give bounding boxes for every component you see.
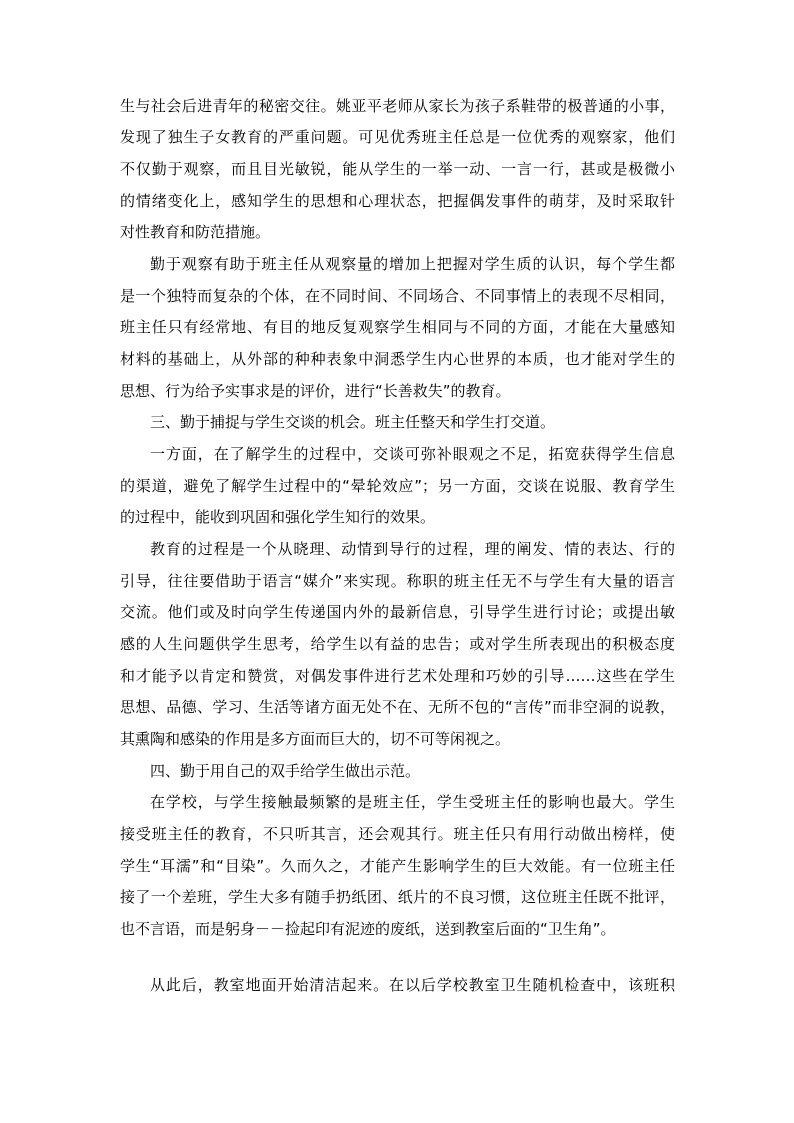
body-text-line: 从此后，教室地面开始清洁起来。在以后学校教室卫生随机检查中，该班积 [150,976,675,994]
body-text-line: 感的人生问题供学生思考，给学生以有益的忠告；或对学生所表现出的积极态度 [120,635,675,653]
body-text-line: 班主任只有经常地、有目的地反复观察学生相同与不同的方面，才能在大量感知 [120,318,675,336]
body-text-line: 接了一个差班，学生大多有随手扔纸团、纸片的不良习惯，这位班主任既不批评， [120,888,675,906]
body-text-line: 交流。他们或及时向学生传递国内外的最新信息，引导学生进行讨论；或提出敏 [120,603,675,621]
body-text-line: 发现了独生子女教育的严重问题。可见优秀班主任总是一位优秀的观察家，他们 [120,128,675,146]
section-heading: 三、勤于捕捉与学生交谈的机会。班主任整天和学生打交道。 [150,413,556,431]
body-text-line: 材料的基础上，从外部的种种表象中洞悉学生内心世界的本质，也才能对学生的 [120,350,675,368]
body-text-line: 不仅勤于观察，而且目光敏锐，能从学生的一举一动、一言一行，甚或是极微小 [120,160,675,178]
body-text-line: 思想、行为给予实事求是的评价，进行“长善救失”的教育。 [120,382,511,400]
body-text-line: 其熏陶和感染的作用是多方面而巨大的，切不可等闲视之。 [120,730,511,748]
body-text-line: 学生“耳濡”和“目染”。久而久之，才能产生影响学生的巨大效能。有一位班主任 [120,857,675,875]
section-heading: 四、勤于用自己的双手给学生做出示范。 [150,762,421,780]
body-text-line: 思想、品德、学习、生活等诸方面无处不在、无所不包的“言传”而非空洞的说教， [120,698,675,716]
body-text-line: 教育的过程是一个从晓理、动情到导行的过程，理的阐发、情的表达、行的 [150,540,675,558]
body-text-line: 生与社会后进青年的秘密交往。姚亚平老师从家长为孩子系鞋带的极普通的小事， [120,97,675,115]
body-text-line: 的过程中，能收到巩固和强化学生知行的效果。 [120,508,436,526]
body-text-line: 的渠道，避免了解学生过程中的“晕轮效应”；另一方面，交谈在说服、教育学生 [120,477,675,495]
body-text-line: 的情绪变化上，感知学生的思想和心理状态，把握偶发事件的萌芽，及时采取针 [120,192,675,210]
body-text-line: 勤于观察有助于班主任从观察量的增加上把握对学生质的认识，每个学生都 [150,255,675,273]
body-text-line: 一方面，在了解学生的过程中，交谈可弥补眼观之不足，拓宽获得学生信息 [150,445,675,463]
body-text-line: 是一个独特而复杂的个体，在不同时间、不同场合、不同事情上的表现不尽相同， [120,287,675,305]
body-text-line: 和才能予以肯定和赞赏，对偶发事件进行艺术处理和巧妙的引导……这些在学生 [120,667,675,685]
body-text-line: 引导，往往要借助于语言“媒介”来实现。称职的班主任无不与学生有大量的语言 [120,572,675,590]
body-text-line: 也不言语，而是躬身－－捡起印有泥迹的废纸，送到教室后面的“卫生角”。 [120,920,616,938]
body-text-line: 对性教育和防范措施。 [120,223,271,241]
body-text-line: 在学校，与学生接触最频繁的是班主任，学生受班主任的影响也最大。学生 [150,793,675,811]
body-text-line: 接受班主任的教育，不只听其言，还会观其行。班主任只有用行动做出榜样，使 [120,825,675,843]
